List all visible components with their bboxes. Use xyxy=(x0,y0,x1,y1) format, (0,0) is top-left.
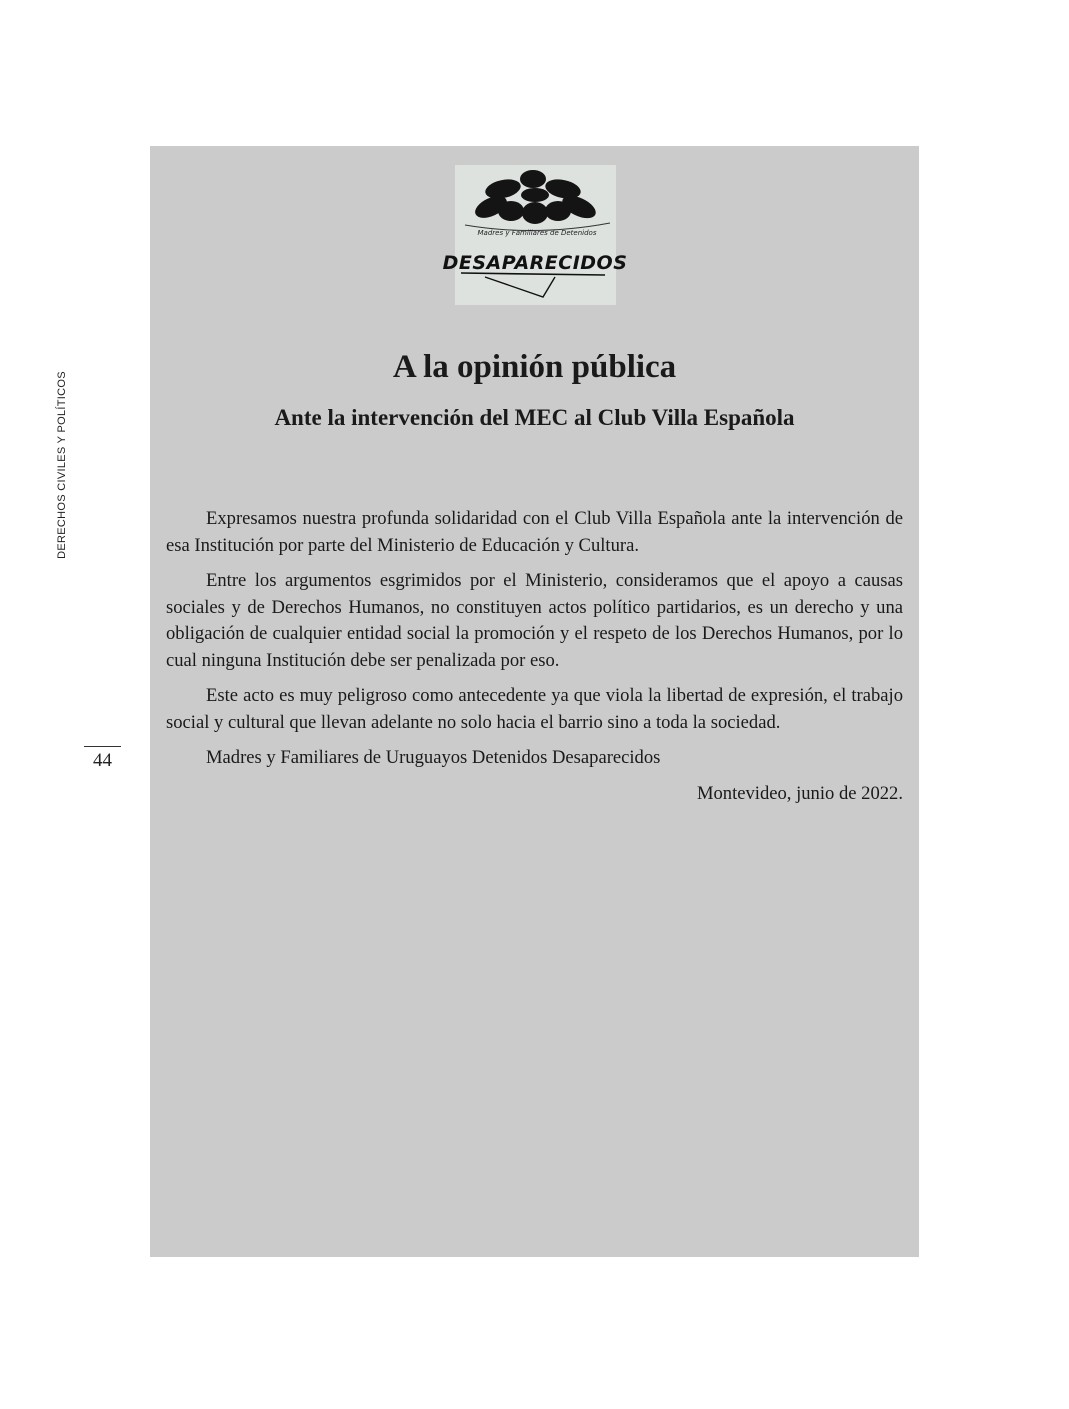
svg-text:DESAPARECIDOS: DESAPARECIDOS xyxy=(442,252,628,274)
statement-body xyxy=(166,506,903,816)
paragraph-1: Expresamos nuestra profunda solidaridad con el Club Villa Española ante la intervención de esa Institución por parte del Ministerio de Educación y Cultura. xyxy=(166,508,903,556)
page-title: A la opinión pública xyxy=(392,349,677,385)
dateline: Montevideo, junio de 2022. xyxy=(696,782,903,804)
page-subtitle: Ante la intervención del MEC al Club Villa Española xyxy=(274,405,795,430)
organization-logo xyxy=(442,165,628,305)
statement-panel xyxy=(150,146,919,1257)
paragraph-2: Entre los argumentos esgrimidos por el Ministerio, consideramos que el apoyo a causas sociales y de Derechos Humanos, no constituyen actos político partidarios, es un derecho y una obligación de cualquier entidad social la promoción y el respeto de los Derechos Humanos, por lo cual ninguna Institución debe ser penalizada por eso. xyxy=(166,570,903,671)
svg-text:Madres y Familiares de Detenid: Madres y Familiares de Detenidos xyxy=(477,229,597,237)
flower-logo-icon xyxy=(442,165,628,305)
page-number-rule xyxy=(84,746,121,747)
paragraph-3: Este acto es muy peligroso como antecedente ya que viola la libertad de expresión, el trabajo social y cultural que llevan adelante no solo hacia el barrio sino a toda la sociedad. xyxy=(166,685,903,733)
running-head: DERECHOS CIVILES Y POLÍTICOS xyxy=(56,371,68,559)
page-number: 44 xyxy=(93,750,112,771)
signature: Madres y Familiares de Uruguayos Detenidos Desaparecidos xyxy=(206,747,661,768)
